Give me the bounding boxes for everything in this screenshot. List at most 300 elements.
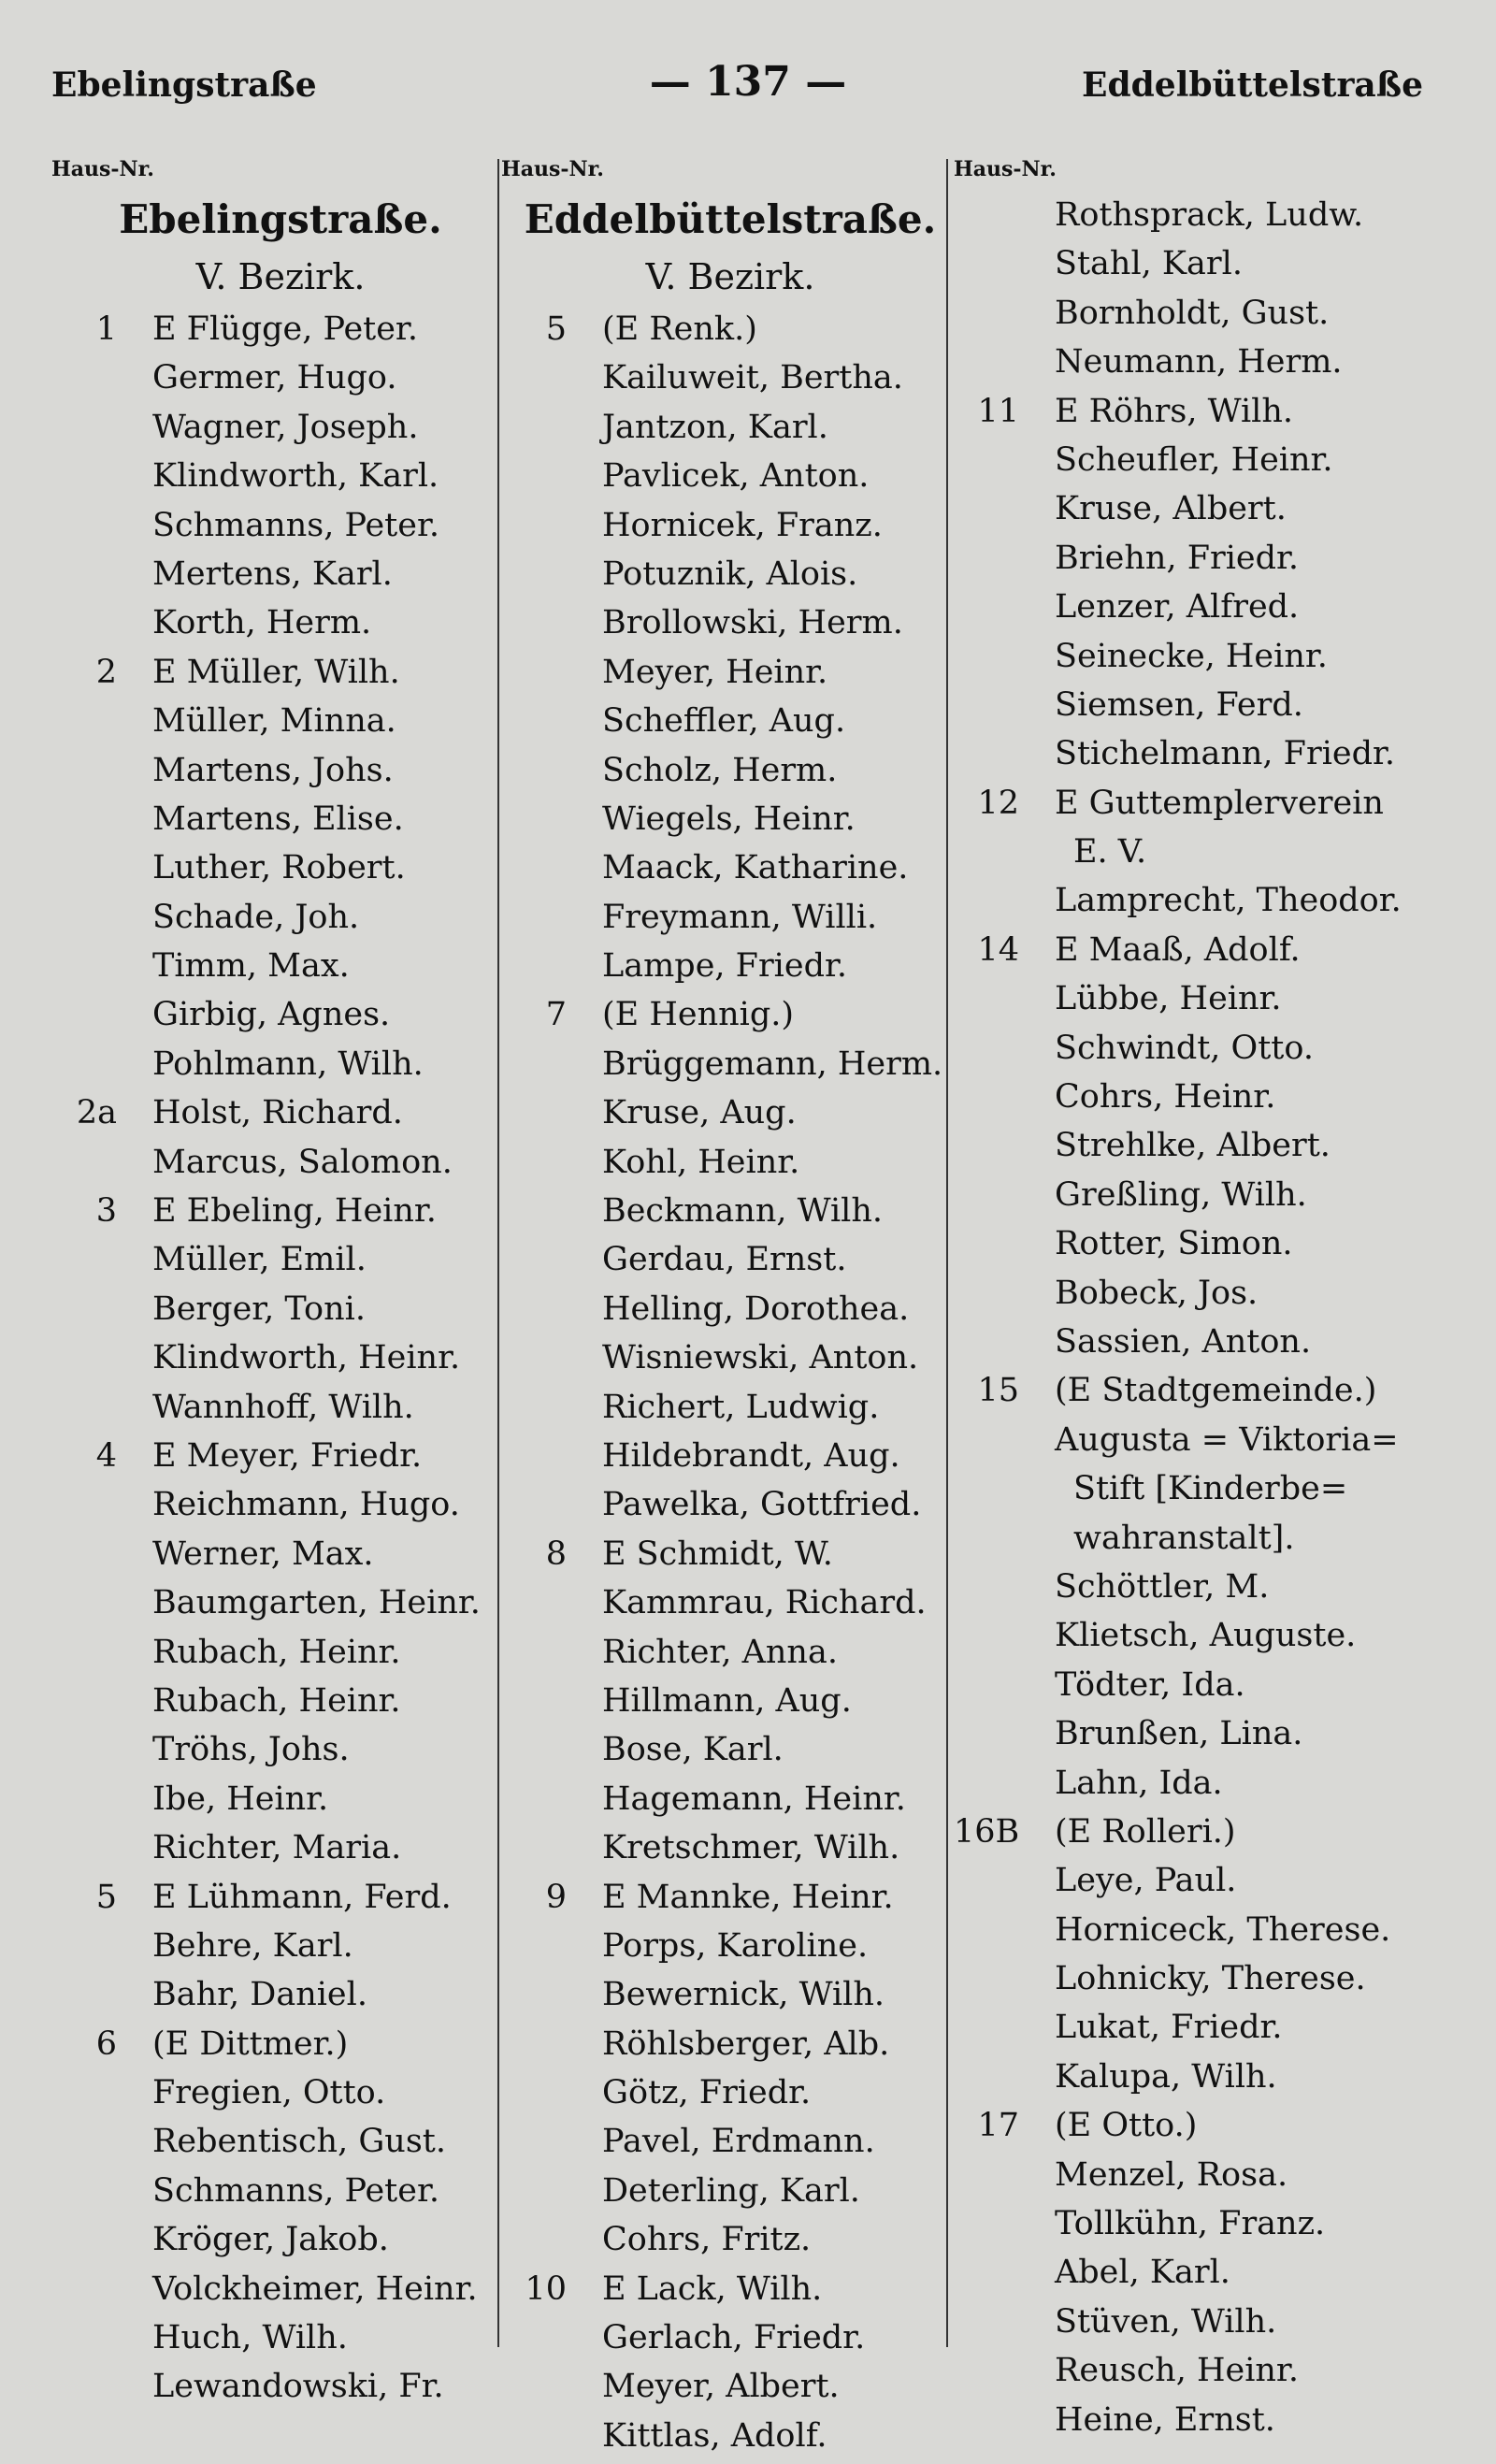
resident-name: Girbig, Agnes.	[152, 996, 391, 1034]
resident-name: Meyer, Albert.	[602, 2368, 840, 2406]
resident-name: Seinecke, Heinr.	[1055, 637, 1328, 675]
directory-entry	[51, 1480, 510, 1529]
directory-entry	[954, 1856, 1449, 1905]
resident-name: Bahr, Daniel.	[152, 1976, 367, 2014]
resident-name: (E Stadtgemeinde.)	[1055, 1372, 1377, 1410]
directory-entry	[954, 1464, 1449, 1513]
resident-name: Maack, Katharine.	[602, 849, 909, 887]
resident-name: Kruse, Albert.	[1055, 490, 1287, 528]
directory-entry	[501, 746, 959, 795]
directory-entry	[51, 746, 510, 795]
directory-entry	[954, 828, 1449, 876]
resident-name: Lukat, Friedr.	[1055, 2009, 1283, 2047]
resident-name: Luther, Robert.	[152, 849, 406, 887]
resident-name: Lübbe, Heinr.	[1055, 980, 1282, 1018]
directory-entry	[501, 2313, 959, 2362]
resident-name: Horniceck, Therese.	[1055, 1910, 1391, 1949]
directory-entry	[51, 2068, 510, 2117]
directory-entry	[51, 1922, 510, 1970]
resident-name: Berger, Toni.	[152, 1290, 366, 1328]
directory-entry	[954, 974, 1449, 1023]
directory-entry	[954, 1514, 1449, 1563]
directory-entry	[51, 1235, 510, 1284]
resident-name: Porps, Karoline.	[602, 1926, 869, 1965]
directory-entry	[501, 1873, 959, 1922]
resident-name: Scholz, Herm.	[602, 751, 838, 789]
resident-name: E Mannke, Heinr.	[602, 1878, 894, 1916]
resident-name: Kruse, Aug.	[602, 1094, 797, 1132]
column-3	[954, 157, 1449, 2444]
street-heading: Eddelbüttelstraße.	[524, 196, 937, 242]
house-number: 7	[545, 996, 567, 1034]
directory-entry	[501, 2020, 959, 2068]
directory-entry	[51, 1040, 510, 1088]
resident-name: Schmanns, Peter.	[152, 506, 439, 544]
directory-entry	[501, 2167, 959, 2215]
directory-entry	[954, 779, 1449, 828]
directory-entry	[501, 403, 959, 452]
directory-entry	[51, 697, 510, 745]
resident-name: Schöttler, M.	[1055, 1567, 1270, 1606]
resident-name: Brollowski, Herm.	[602, 604, 903, 642]
directory-entry	[501, 2215, 959, 2264]
resident-name: Reichmann, Hugo.	[152, 1486, 460, 1524]
resident-name: Hillmann, Aug.	[602, 1681, 852, 1720]
resident-name: Richert, Ludwig.	[602, 1388, 880, 1426]
directory-entry	[954, 583, 1449, 631]
directory-entry	[954, 191, 1449, 239]
directory-entry	[954, 632, 1449, 681]
resident-name: Gerdau, Ernst.	[602, 1241, 847, 1279]
directory-entry	[954, 2199, 1449, 2248]
directory-entry	[954, 2151, 1449, 2199]
resident-name: Meyer, Heinr.	[602, 653, 828, 691]
directory-entry	[501, 1628, 959, 1677]
directory-entry	[501, 1823, 959, 1872]
directory-entry	[954, 1954, 1449, 2003]
resident-name: Kittlas, Adolf.	[602, 2416, 827, 2455]
directory-entry	[51, 1970, 510, 2019]
directory-entry	[954, 387, 1449, 436]
directory-entry	[954, 2346, 1449, 2395]
resident-name: Wisniewski, Anton.	[602, 1339, 919, 1377]
resident-name: Jantzon, Karl.	[602, 408, 828, 446]
house-number: 5	[95, 1878, 117, 1916]
directory-entry	[954, 1073, 1449, 1121]
directory-entry	[501, 2412, 959, 2460]
directory-entry	[501, 2265, 959, 2313]
directory-entry	[501, 990, 959, 1039]
street-heading: Ebelingstraße.	[119, 196, 442, 242]
house-number: 8	[545, 1535, 567, 1573]
resident-name: Stüven, Wilh.	[1055, 2302, 1277, 2341]
directory-entry	[51, 2215, 510, 2264]
resident-name: Hornicek, Franz.	[602, 506, 883, 544]
directory-entry	[51, 2167, 510, 2215]
directory-entry	[51, 501, 510, 550]
house-number: 3	[95, 1192, 117, 1231]
directory-entry	[954, 1318, 1449, 1366]
resident-name: Schade, Joh.	[152, 898, 360, 936]
house-number: 17	[977, 2107, 1019, 2145]
resident-name: (E Rolleri.)	[1055, 1812, 1236, 1851]
directory-entry	[51, 843, 510, 892]
directory-entry	[954, 289, 1449, 338]
directory-entry	[954, 876, 1449, 925]
resident-name: Leye, Paul.	[1055, 1862, 1237, 1900]
resident-name: E Ebeling, Heinr.	[152, 1192, 437, 1231]
hausnr-label: Haus-Nr.	[51, 157, 154, 181]
resident-name: Reusch, Heinr.	[1055, 2352, 1299, 2390]
resident-name: Korth, Herm.	[152, 604, 372, 642]
resident-name: Klindworth, Karl.	[152, 457, 439, 496]
directory-entry	[501, 648, 959, 697]
directory-entry	[51, 1383, 510, 1432]
directory-entry	[51, 2265, 510, 2313]
resident-name: Menzel, Rosa.	[1055, 2155, 1288, 2194]
directory-entry	[501, 1088, 959, 1137]
directory-entry	[954, 1808, 1449, 1856]
resident-name: Tollkühn, Franz.	[1055, 2205, 1326, 2243]
directory-entry	[51, 1530, 510, 1578]
district-heading: V. Bezirk.	[645, 256, 815, 297]
column-1	[51, 157, 510, 2412]
resident-name: Timm, Max.	[152, 947, 350, 986]
entry-list	[501, 305, 959, 2460]
directory-entry	[501, 1432, 959, 1480]
resident-name: Müller, Emil.	[152, 1241, 367, 1279]
directory-entry	[501, 893, 959, 942]
directory-entry	[51, 795, 510, 843]
resident-name: Marcus, Salomon.	[152, 1143, 453, 1181]
directory-entry	[501, 843, 959, 892]
directory-entry	[954, 1366, 1449, 1415]
hausnr-label: Haus-Nr.	[954, 157, 1057, 181]
resident-name: Bose, Karl.	[602, 1731, 784, 1769]
directory-entry	[954, 1121, 1449, 1170]
directory-entry	[51, 1138, 510, 1187]
resident-name: E Meyer, Friedr.	[152, 1436, 423, 1475]
directory-entry	[501, 598, 959, 647]
directory-entry	[954, 239, 1449, 288]
resident-name: Behre, Karl.	[152, 1926, 353, 1965]
directory-entry	[954, 2101, 1449, 2150]
resident-name: Lohnicky, Therese.	[1055, 1960, 1366, 1998]
resident-name: Hildebrandt, Aug.	[602, 1436, 900, 1475]
resident-name: Kalupa, Wilh.	[1055, 2057, 1277, 2096]
directory-entry	[51, 1578, 510, 1627]
directory-entry	[954, 1416, 1449, 1464]
resident-name: Röhlsberger, Alb.	[602, 2025, 890, 2063]
resident-name: Siemsen, Ferd.	[1055, 685, 1303, 724]
resident-name: Beckmann, Wilh.	[602, 1192, 884, 1231]
resident-name: Schmanns, Peter.	[152, 2171, 439, 2210]
directory-entry	[501, 353, 959, 402]
resident-name: Schwindt, Otto.	[1055, 1029, 1314, 1067]
resident-name: Germer, Hugo.	[152, 359, 397, 397]
house-number: 5	[545, 310, 567, 348]
directory-entry	[954, 729, 1449, 778]
resident-name: Strehlke, Albert.	[1055, 1127, 1331, 1165]
resident-name: Pavlicek, Anton.	[602, 457, 870, 496]
resident-name: Neumann, Herm.	[1055, 343, 1343, 382]
house-number: 1	[95, 310, 117, 348]
directory-entry	[501, 1970, 959, 2019]
directory-entry	[501, 501, 959, 550]
directory-entry	[954, 2298, 1449, 2346]
resident-name: Volckheimer, Heinr.	[152, 2269, 478, 2308]
house-number: 2	[95, 653, 117, 691]
resident-name: E Schmidt, W.	[602, 1535, 833, 1573]
directory-entry	[501, 1235, 959, 1284]
resident-name: Holst, Richard.	[152, 1094, 403, 1132]
directory-entry	[51, 1823, 510, 1872]
resident-name: Rubach, Heinr.	[152, 1633, 401, 1671]
resident-name: E Maaß, Adolf.	[1055, 930, 1301, 969]
house-number: 12	[977, 784, 1019, 822]
resident-name: Müller, Minna.	[152, 702, 396, 741]
directory-entry	[954, 484, 1449, 533]
resident-name: E Guttemplerverein	[1055, 784, 1384, 822]
column-2	[501, 157, 959, 2460]
directory-entry	[954, 2053, 1449, 2101]
resident-name: E Flügge, Peter.	[152, 310, 418, 348]
resident-name: Augusta = Viktoria=	[1055, 1420, 1399, 1459]
directory-entry	[51, 893, 510, 942]
directory-entry	[954, 1661, 1449, 1709]
directory-entry	[954, 926, 1449, 974]
resident-name: Kohl, Heinr.	[602, 1143, 800, 1181]
resident-name: Lamprecht, Theodor.	[1055, 882, 1402, 920]
resident-name: Kröger, Jakob.	[152, 2221, 389, 2259]
resident-name: Tröhs, Johs.	[152, 1731, 350, 1769]
resident-name: Scheffler, Aug.	[602, 702, 846, 741]
directory-entry	[501, 2117, 959, 2166]
directory-entry	[51, 2117, 510, 2166]
running-head-right: Eddelbüttelstraße	[1082, 65, 1423, 105]
resident-name: Martens, Elise.	[152, 800, 404, 838]
directory-entry	[501, 1922, 959, 1970]
resident-name: Brüggemann, Herm.	[602, 1045, 943, 1083]
resident-name: Martens, Johs.	[152, 751, 394, 789]
resident-name: Scheufler, Heinr.	[1055, 440, 1333, 479]
house-number: 11	[977, 392, 1019, 430]
directory-entry	[954, 1219, 1449, 1268]
directory-entry	[51, 1628, 510, 1677]
directory-entry	[954, 1171, 1449, 1219]
directory-entry	[954, 436, 1449, 484]
directory-entry	[501, 1578, 959, 1627]
directory-entry	[51, 990, 510, 1039]
directory-entry	[954, 1759, 1449, 1808]
resident-name: E Lack, Wilh.	[602, 2269, 823, 2308]
directory-entry	[954, 2248, 1449, 2297]
directory-entry	[954, 1709, 1449, 1758]
resident-name: (E Dittmer.)	[152, 2025, 349, 2063]
resident-name: Hagemann, Heinr.	[602, 1780, 906, 1818]
house-number: 14	[977, 930, 1019, 969]
directory-entry	[51, 452, 510, 500]
page-number: — 137 —	[649, 58, 847, 106]
resident-name: Briehn, Friedr.	[1055, 539, 1300, 577]
house-number: 2a	[76, 1094, 117, 1132]
resident-name: wahranstalt].	[1073, 1519, 1295, 1557]
resident-name: Stahl, Karl.	[1055, 245, 1243, 283]
directory-entry	[51, 403, 510, 452]
resident-name: Bobeck, Jos.	[1055, 1274, 1259, 1312]
hausnr-label: Haus-Nr.	[501, 157, 604, 181]
directory-entry	[51, 2362, 510, 2411]
resident-name: Abel, Karl.	[1055, 2254, 1230, 2292]
directory-entry	[501, 1480, 959, 1529]
resident-name: Wannhoff, Wilh.	[152, 1388, 414, 1426]
resident-name: E. V.	[1073, 833, 1147, 872]
resident-name: Lenzer, Alfred.	[1055, 588, 1300, 627]
resident-name: Lahn, Ida.	[1055, 1764, 1223, 1802]
resident-name: E Lühmann, Ferd.	[152, 1878, 452, 1916]
resident-name: Pawelka, Gottfried.	[602, 1486, 922, 1524]
resident-name: Greßling, Wilh.	[1055, 1175, 1307, 1214]
resident-name: Pavel, Erdmann.	[602, 2123, 875, 2161]
directory-entry	[954, 1611, 1449, 1660]
resident-name: Sassien, Anton.	[1055, 1322, 1312, 1361]
directory-entry	[501, 1285, 959, 1333]
resident-name: Götz, Friedr.	[602, 2074, 812, 2112]
resident-name: Werner, Max.	[152, 1535, 374, 1573]
directory-entry	[501, 452, 959, 500]
directory-entry	[51, 942, 510, 990]
house-number: 10	[525, 2269, 567, 2308]
directory-entry	[51, 1432, 510, 1480]
directory-entry	[501, 1040, 959, 1088]
directory-entry	[51, 1333, 510, 1382]
resident-name: Stift [Kinderbe=	[1073, 1470, 1348, 1508]
directory-entry	[954, 1906, 1449, 1954]
directory-entry	[501, 305, 959, 353]
directory-entry	[501, 1187, 959, 1235]
resident-name: Rebentisch, Gust.	[152, 2123, 446, 2161]
directory-entry	[501, 1677, 959, 1725]
resident-name: Ibe, Heinr.	[152, 1780, 329, 1818]
directory-entry	[51, 1873, 510, 1922]
directory-entry	[501, 1775, 959, 1823]
resident-name: Heine, Ernst.	[1055, 2400, 1275, 2439]
directory-entry	[954, 534, 1449, 583]
resident-name: Bewernick, Wilh.	[602, 1976, 885, 2014]
house-number: 9	[545, 1878, 567, 1916]
resident-name: Rubach, Heinr.	[152, 1681, 401, 1720]
resident-name: Kailuweit, Bertha.	[602, 359, 903, 397]
entry-list	[954, 191, 1449, 2444]
directory-entry	[954, 338, 1449, 386]
resident-name: Klietsch, Auguste.	[1055, 1617, 1357, 1655]
resident-name: Rothsprack, Ludw.	[1055, 196, 1364, 234]
resident-name: Brunßen, Lina.	[1055, 1715, 1303, 1753]
resident-name: Rotter, Simon.	[1055, 1225, 1293, 1263]
house-number: 4	[95, 1436, 117, 1475]
resident-name: Freymann, Willi.	[602, 898, 878, 936]
directory-entry	[51, 550, 510, 598]
resident-name: Mertens, Karl.	[152, 555, 393, 593]
resident-name: Richter, Anna.	[602, 1633, 838, 1671]
directory-entry	[501, 942, 959, 990]
running-head-left: Ebelingstraße	[51, 65, 317, 105]
resident-name: Bornholdt, Gust.	[1055, 294, 1330, 332]
resident-name: Kammrau, Richard.	[602, 1584, 927, 1622]
directory-entry	[954, 1563, 1449, 1611]
resident-name: Tödter, Ida.	[1055, 1665, 1245, 1704]
resident-name: Wagner, Joseph.	[152, 408, 419, 446]
directory-entry	[501, 795, 959, 843]
directory-entry	[954, 681, 1449, 729]
entry-list	[51, 305, 510, 2412]
directory-entry	[954, 2003, 1449, 2052]
directory-entry	[954, 2396, 1449, 2444]
resident-name: Lewandowski, Fr.	[152, 2368, 444, 2406]
directory-entry	[51, 648, 510, 697]
directory-entry	[51, 598, 510, 647]
directory-entry	[501, 1530, 959, 1578]
directory-entry	[51, 1088, 510, 1137]
district-heading: V. Bezirk.	[195, 256, 366, 297]
resident-name: Richter, Maria.	[152, 1829, 402, 1867]
resident-name: Cohrs, Heinr.	[1055, 1078, 1276, 1117]
house-number: 15	[977, 1372, 1019, 1410]
directory-entry	[51, 2020, 510, 2068]
resident-name: E Müller, Wilh.	[152, 653, 400, 691]
resident-name: Cohrs, Fritz.	[602, 2221, 812, 2259]
directory-entry	[501, 1383, 959, 1432]
resident-name: Lampe, Friedr.	[602, 947, 848, 986]
resident-name: Kretschmer, Wilh.	[602, 1829, 900, 1867]
directory-entry	[501, 550, 959, 598]
resident-name: (E Otto.)	[1055, 2107, 1198, 2145]
resident-name: Baumgarten, Heinr.	[152, 1584, 481, 1622]
directory-entry	[51, 305, 510, 353]
directory-entry	[501, 2068, 959, 2117]
directory-entry	[501, 2362, 959, 2411]
resident-name: Wiegels, Heinr.	[602, 800, 856, 838]
resident-name: Deterling, Karl.	[602, 2171, 860, 2210]
directory-entry	[51, 1677, 510, 1725]
resident-name: Helling, Dorothea.	[602, 1290, 910, 1328]
directory-entry	[954, 1024, 1449, 1073]
resident-name: E Röhrs, Wilh.	[1055, 392, 1293, 430]
directory-entry	[501, 1725, 959, 1774]
resident-name: Fregien, Otto.	[152, 2074, 386, 2112]
directory-entry	[51, 1775, 510, 1823]
resident-name: Gerlach, Friedr.	[602, 2319, 866, 2357]
resident-name: Huch, Wilh.	[152, 2319, 348, 2357]
resident-name: (E Hennig.)	[602, 996, 795, 1034]
house-number: 6	[95, 2025, 117, 2063]
directory-entry	[501, 1333, 959, 1382]
directory-entry	[51, 1725, 510, 1774]
resident-name: Potuznik, Alois.	[602, 555, 858, 593]
house-number: 16B	[954, 1812, 1020, 1851]
resident-name: Klindworth, Heinr.	[152, 1339, 461, 1377]
directory-entry	[51, 2313, 510, 2362]
resident-name: Pohlmann, Wilh.	[152, 1045, 424, 1083]
directory-entry	[51, 1285, 510, 1333]
directory-entry	[501, 1138, 959, 1187]
directory-entry	[51, 353, 510, 402]
resident-name: (E Renk.)	[602, 310, 757, 348]
directory-entry	[501, 697, 959, 745]
directory-entry	[51, 1187, 510, 1235]
directory-entry	[954, 1269, 1449, 1318]
resident-name: Stichelmann, Friedr.	[1055, 735, 1396, 773]
